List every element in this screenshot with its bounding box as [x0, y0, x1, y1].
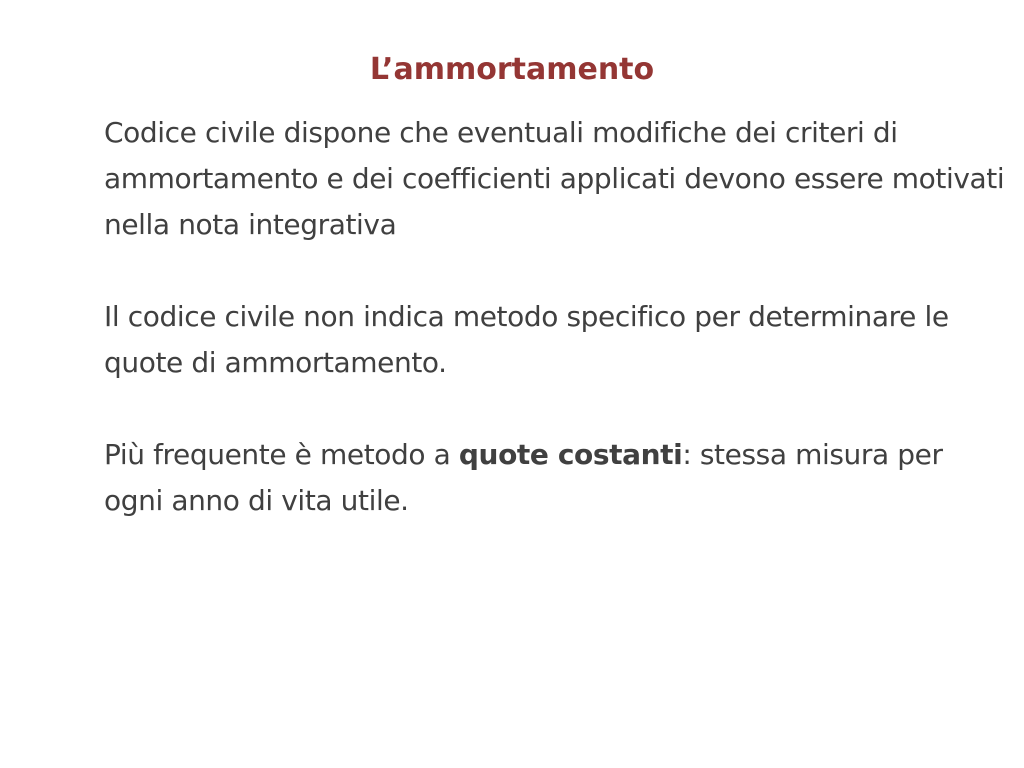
paragraph-criteria-changes: Codice civile dispone che eventuali modifiche dei criteri di ammortamento e dei coefficienti applicati devono essere motivati nella nota integrativa	[104, 116, 1005, 241]
slide-title: L’ammortamento	[369, 52, 655, 87]
paragraph-no-specific-method: Il codice civile non indica metodo specifico per determinare le quote di ammortamento.	[104, 300, 949, 379]
paragraph-constant-quotas-lead: Più frequente è metodo a	[104, 438, 459, 471]
constant-quotas-term: quote costanti	[458, 438, 683, 471]
paragraph-constant-quotas	[104, 432, 1009, 524]
paragraph-constant-quotas-tail: : stessa misura per ogni anno di vita utile.	[104, 438, 943, 517]
slide-body	[104, 110, 1009, 570]
